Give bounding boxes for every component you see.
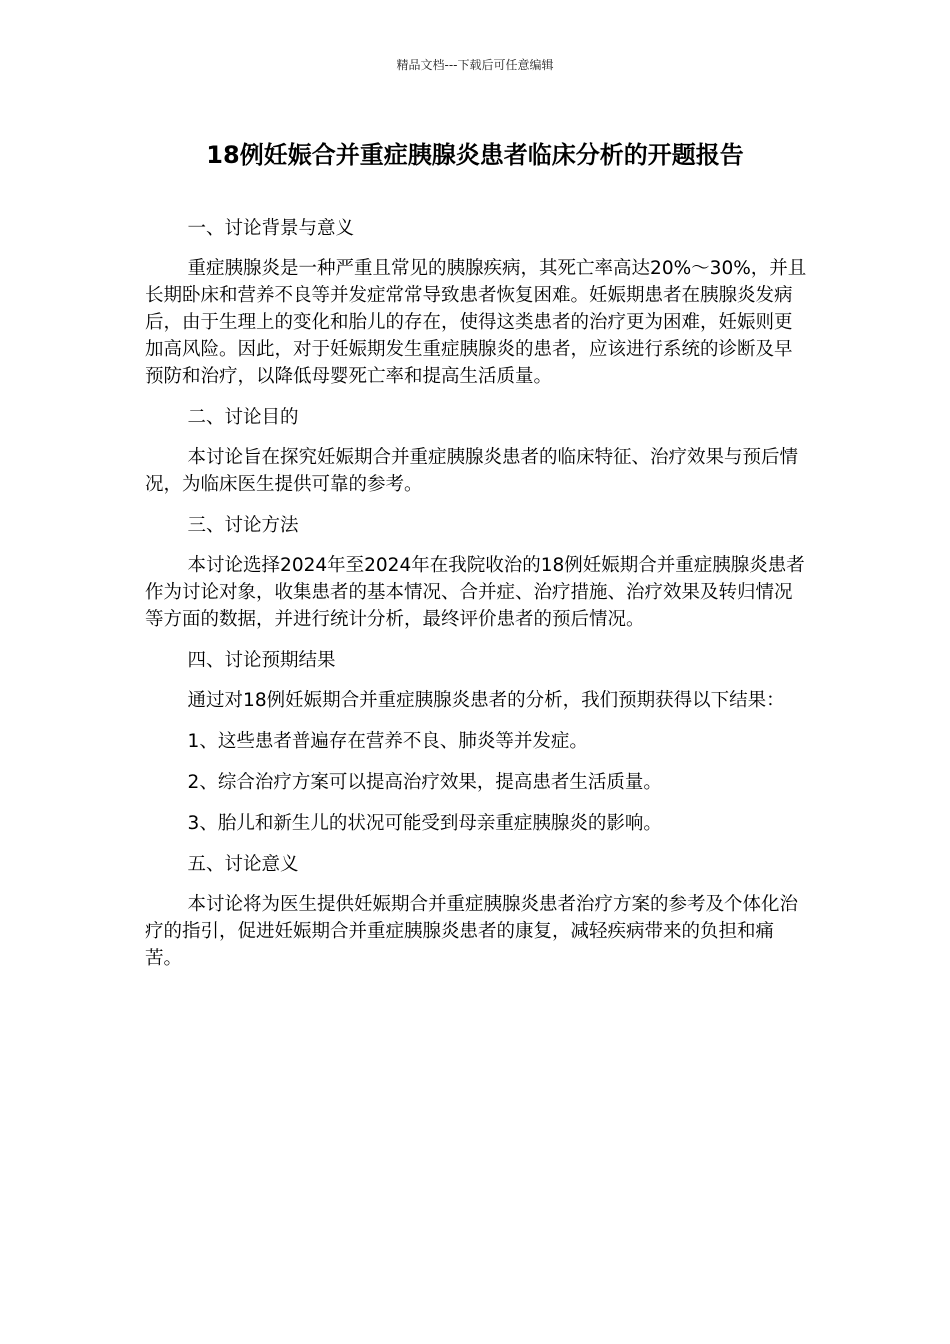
section-heading-purpose: 二、讨论目的	[187, 407, 299, 428]
section-intro-expected-results: 通过对18例妊娠期合并重症胰腺炎患者的分析，我们预期获得以下结果：	[187, 690, 785, 711]
result-item: 2、综合治疗方案可以提高治疗效果，提高患者生活质量。	[187, 772, 662, 793]
result-item: 3、胎儿和新生儿的状况可能受到母亲重症胰腺炎的影响。	[187, 813, 662, 834]
document-body	[145, 215, 810, 986]
section-body-method: 本讨论选择2024年至2024年在我院收治的18例妊娠期合并重症胰腺炎患者作为讨论对象，收集患者的基本情况、合并症、治疗措施、治疗效果及转归情况等方面的数据，并进行统计分析，最终评价患者的预后情况。	[145, 555, 805, 630]
section-heading-expected-results: 四、讨论预期结果	[187, 650, 336, 671]
section-body-purpose: 本讨论旨在探究妊娠期合并重症胰腺炎患者的临床特征、治疗效果与预后情况，为临床医生提供可靠的参考。	[145, 447, 799, 495]
document-title: 18例妊娠合并重症胰腺炎患者临床分析的开题报告	[206, 141, 744, 169]
section-body-significance: 本讨论将为医生提供妊娠期合并重症胰腺炎患者治疗方案的参考及个体化治疗的指引，促进妊娠期合并重症胰腺炎患者的康复，减轻疾病带来的负担和痛苦。	[145, 894, 799, 969]
section-heading-background: 一、讨论背景与意义	[187, 218, 355, 239]
header-note: 精品文档---下载后可任意编辑	[396, 58, 554, 72]
section-heading-significance: 五、讨论意义	[187, 854, 299, 875]
result-item: 1、这些患者普遍存在营养不良、肺炎等并发症。	[187, 731, 588, 752]
section-heading-method: 三、讨论方法	[187, 515, 299, 536]
section-body-background: 重症胰腺炎是一种严重且常见的胰腺疾病，其死亡率高达20%～30%，并且长期卧床和营养不良等并发症常常导致患者恢复困难。妊娠期患者在胰腺炎发病后，由于生理上的变化和胎儿的存在，使得这类患者的治疗更为困难，妊娠则更加高风险。因此，对于妊娠期发生重症胰腺炎的患者，应该进行系统的诊断及早预防和治疗，以降低母婴死亡率和提高生活质量。	[145, 258, 807, 387]
